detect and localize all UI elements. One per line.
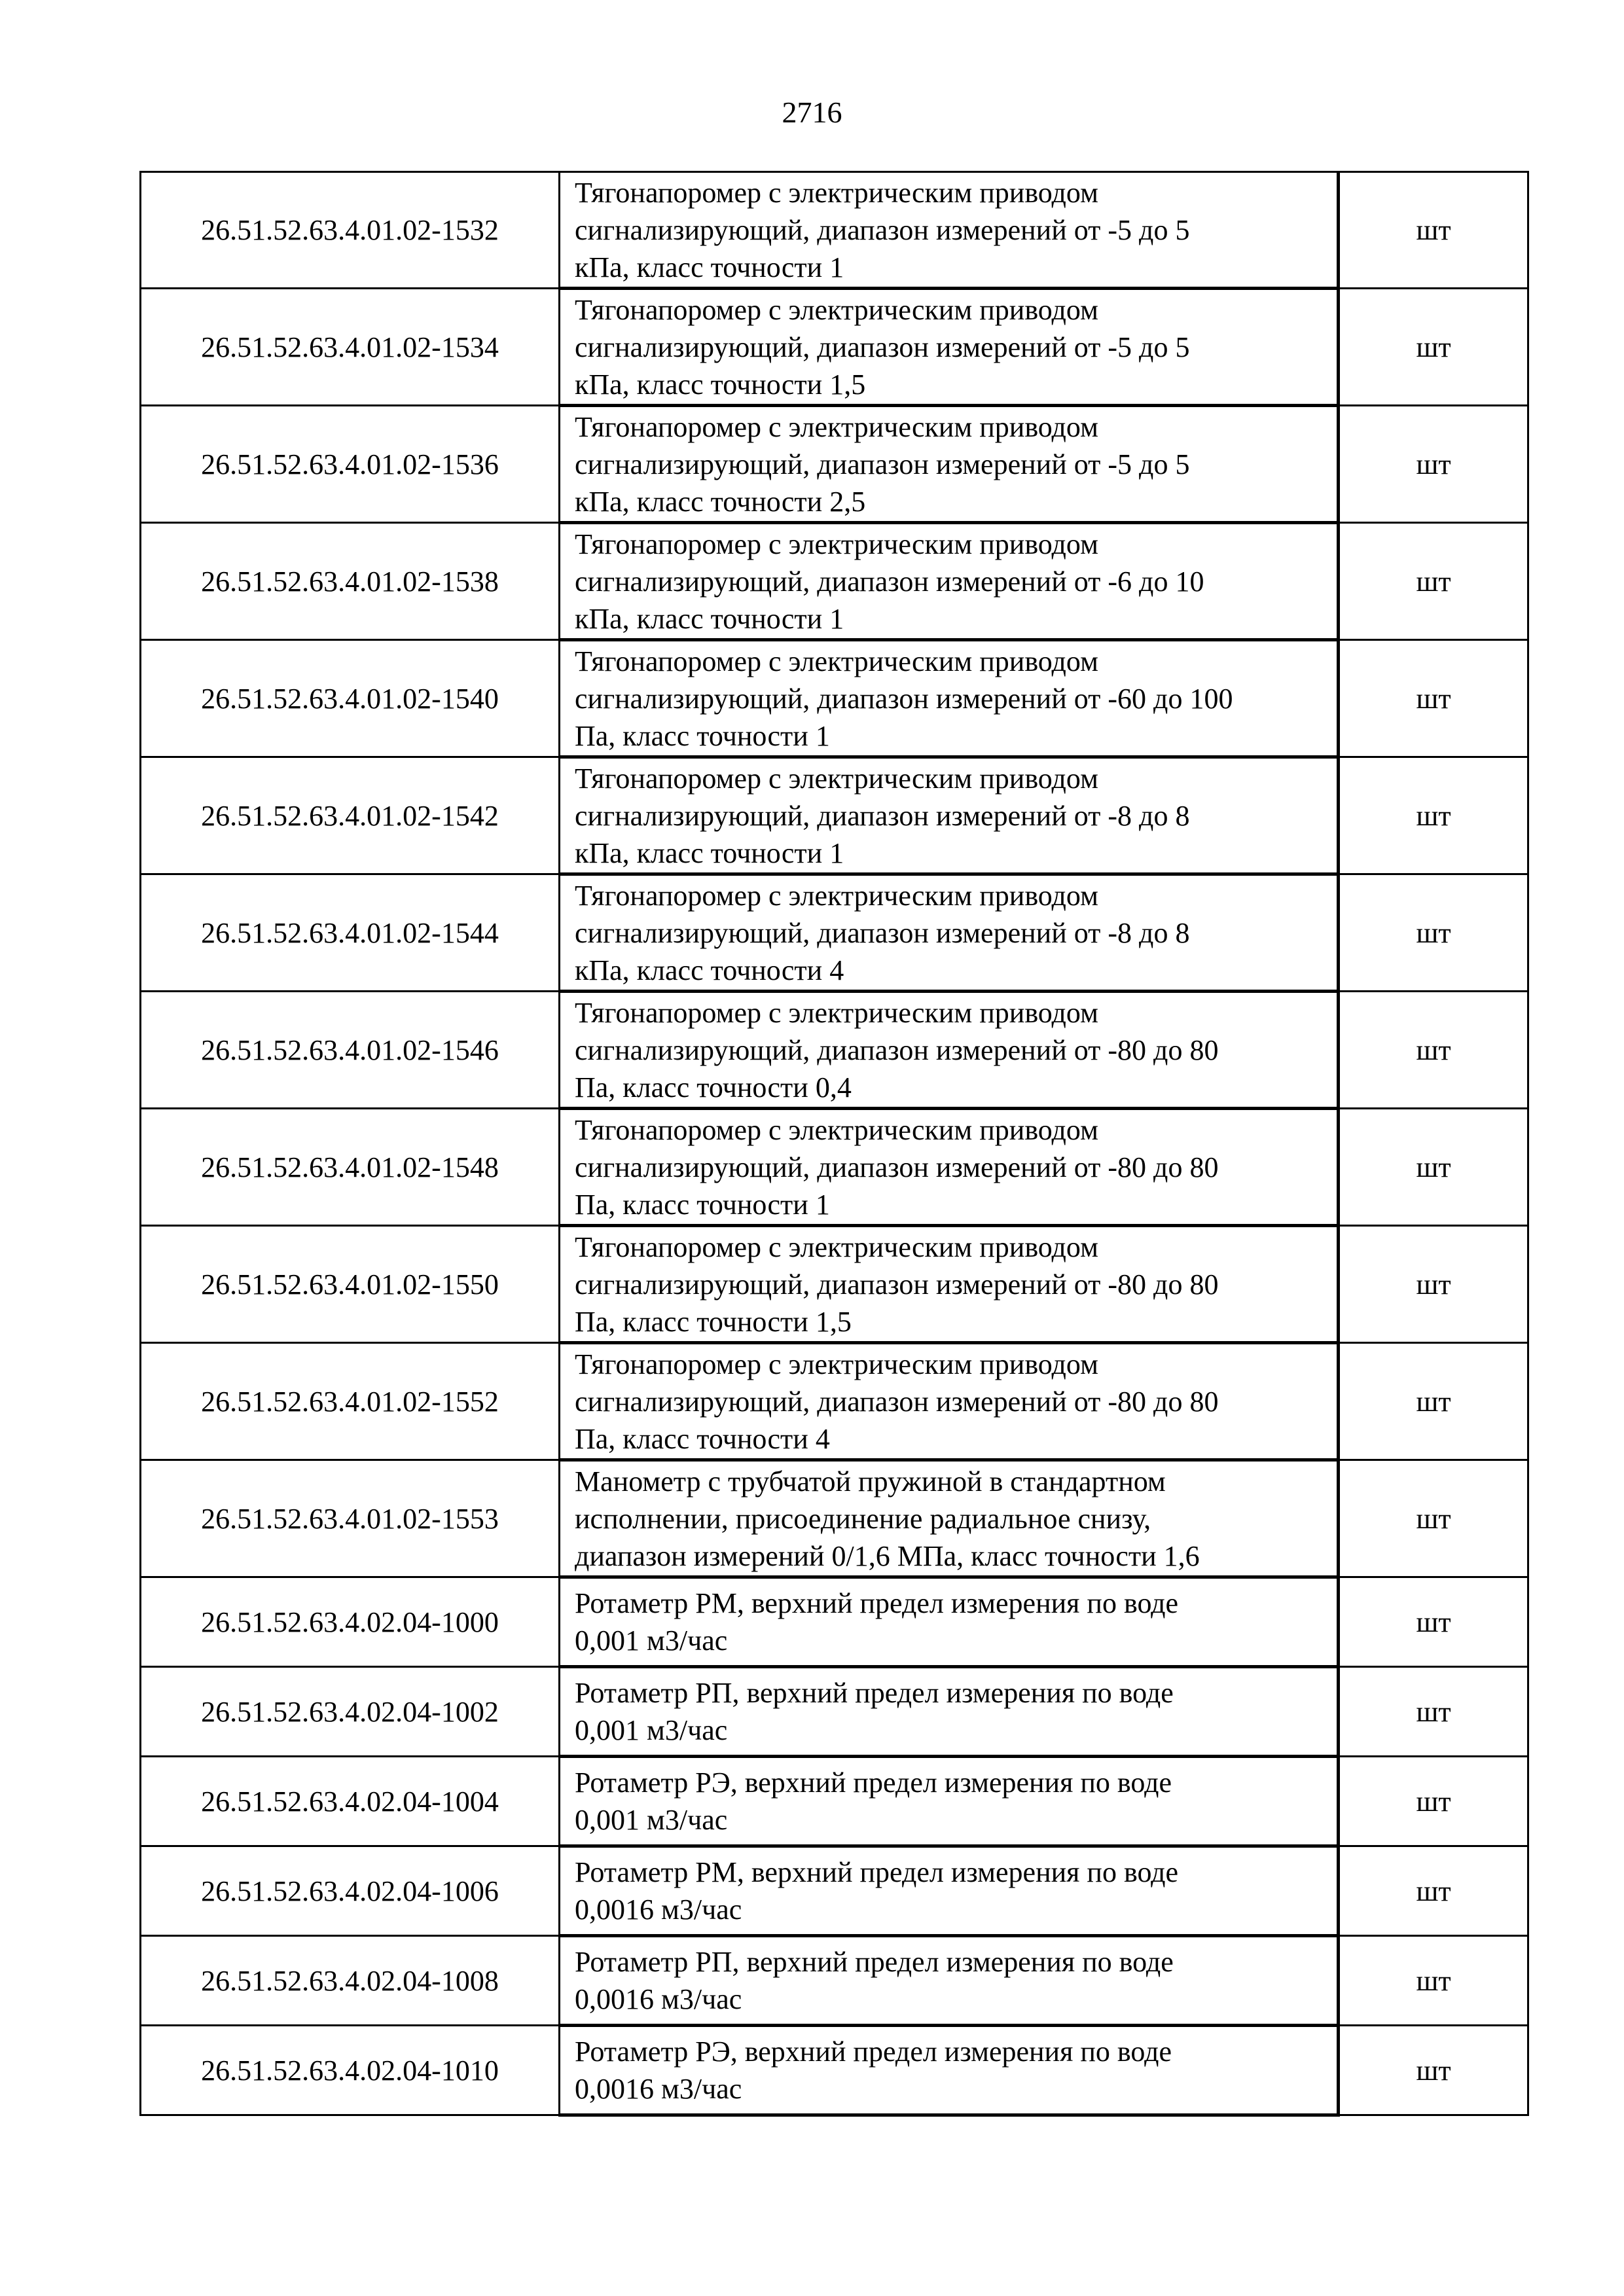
item-description — [560, 172, 1339, 289]
item-description — [560, 289, 1339, 406]
description-line: диапазон измерений 0/1,6 МПа, класс точности 1,6 — [575, 1539, 1200, 1572]
description-line: 0,001 м3/час — [575, 1624, 728, 1657]
table-row — [141, 406, 1528, 523]
item-code: 26.51.52.63.4.01.02-1548 — [141, 1109, 560, 1226]
table-row — [141, 2026, 1528, 2115]
description-line: кПа, класс точности 1,5 — [575, 368, 866, 401]
description-line: Па, класс точности 4 — [575, 1422, 830, 1455]
description-line: Тягонапоромер с электрическим приводом — [575, 410, 1098, 443]
description-line: сигнализирующий, диапазон измерений от -80 до 80 — [575, 1151, 1219, 1183]
item-description — [560, 1226, 1339, 1343]
description-line: Тягонапоромер с электрическим приводом — [575, 528, 1098, 560]
item-unit: шт — [1339, 874, 1528, 992]
description-line: сигнализирующий, диапазон измерений от -8 до 8 — [575, 916, 1190, 949]
table-row — [141, 992, 1528, 1109]
item-code: 26.51.52.63.4.01.02-1544 — [141, 874, 560, 992]
catalog-table — [139, 171, 1529, 2117]
description-line: Тягонапоромер с электрическим приводом — [575, 293, 1098, 326]
description-line: Тягонапоромер с электрическим приводом — [575, 176, 1098, 209]
item-code: 26.51.52.63.4.02.04-1004 — [141, 1757, 560, 1846]
item-unit: шт — [1339, 640, 1528, 757]
item-code: 26.51.52.63.4.02.04-1006 — [141, 1846, 560, 1936]
item-unit: шт — [1339, 1226, 1528, 1343]
description-line: кПа, класс точности 1 — [575, 602, 844, 635]
description-line: кПа, класс точности 4 — [575, 954, 844, 986]
description-line: сигнализирующий, диапазон измерений от -5 до 5 — [575, 331, 1190, 363]
table-row — [141, 757, 1528, 874]
description-line: Тягонапоромер с электрическим приводом — [575, 1230, 1098, 1263]
description-line: 0,001 м3/час — [575, 1804, 728, 1836]
description-line: сигнализирующий, диапазон измерений от -80 до 80 — [575, 1385, 1219, 1418]
table-row — [141, 1667, 1528, 1757]
description-line: Ротаметр РП, верхний предел измерения по воде — [575, 1677, 1174, 1709]
description-line: Па, класс точности 1,5 — [575, 1305, 852, 1338]
item-code: 26.51.52.63.4.01.02-1540 — [141, 640, 560, 757]
item-unit: шт — [1339, 1109, 1528, 1226]
item-code: 26.51.52.63.4.01.02-1542 — [141, 757, 560, 874]
item-description — [560, 523, 1339, 640]
item-unit: шт — [1339, 172, 1528, 289]
description-line: сигнализирующий, диапазон измерений от -5 до 5 — [575, 448, 1190, 480]
description-line: Па, класс точности 1 — [575, 719, 830, 752]
description-line: 0,0016 м3/час — [575, 1893, 742, 1926]
item-description — [560, 1109, 1339, 1226]
item-unit: шт — [1339, 992, 1528, 1109]
table-row — [141, 1846, 1528, 1936]
item-description — [560, 2026, 1339, 2115]
table-row — [141, 523, 1528, 640]
item-description — [560, 1757, 1339, 1846]
description-line: кПа, класс точности 1 — [575, 251, 844, 283]
item-unit: шт — [1339, 1667, 1528, 1757]
item-description — [560, 640, 1339, 757]
table-row — [141, 874, 1528, 992]
description-line: исполнении, присоединение радиальное снизу, — [575, 1502, 1151, 1535]
table-row — [141, 1109, 1528, 1226]
description-line: сигнализирующий, диапазон измерений от -8 до 8 — [575, 799, 1190, 832]
item-unit: шт — [1339, 1757, 1528, 1846]
item-description — [560, 1936, 1339, 2026]
item-code: 26.51.52.63.4.01.02-1552 — [141, 1343, 560, 1460]
item-code: 26.51.52.63.4.02.04-1002 — [141, 1667, 560, 1757]
table-row — [141, 1226, 1528, 1343]
table-row — [141, 1757, 1528, 1846]
item-description — [560, 1846, 1339, 1936]
description-line: Тягонапоромер с электрическим приводом — [575, 996, 1098, 1029]
item-description — [560, 1667, 1339, 1757]
description-line: 0,001 м3/час — [575, 1714, 728, 1746]
item-unit: шт — [1339, 1343, 1528, 1460]
item-code: 26.51.52.63.4.01.02-1534 — [141, 289, 560, 406]
table-row — [141, 1577, 1528, 1667]
description-line: Тягонапоромер с электрическим приводом — [575, 1113, 1098, 1146]
item-code: 26.51.52.63.4.01.02-1532 — [141, 172, 560, 289]
item-code: 26.51.52.63.4.01.02-1536 — [141, 406, 560, 523]
table-row — [141, 1460, 1528, 1577]
item-code: 26.51.52.63.4.02.04-1008 — [141, 1936, 560, 2026]
description-line: Ротаметр РМ, верхний предел измерения по воде — [575, 1587, 1179, 1619]
item-code: 26.51.52.63.4.01.02-1550 — [141, 1226, 560, 1343]
item-description — [560, 406, 1339, 523]
table-row — [141, 640, 1528, 757]
description-line: 0,0016 м3/час — [575, 2073, 742, 2105]
item-unit: шт — [1339, 523, 1528, 640]
item-description — [560, 1343, 1339, 1460]
item-unit: шт — [1339, 1460, 1528, 1577]
item-code: 26.51.52.63.4.01.02-1546 — [141, 992, 560, 1109]
table-row — [141, 289, 1528, 406]
item-description — [560, 757, 1339, 874]
item-unit: шт — [1339, 406, 1528, 523]
description-line: Па, класс точности 0,4 — [575, 1071, 852, 1103]
description-line: сигнализирующий, диапазон измерений от -6 до 10 — [575, 565, 1204, 598]
item-code: 26.51.52.63.4.02.04-1000 — [141, 1577, 560, 1667]
description-line: сигнализирующий, диапазон измерений от -60 до 100 — [575, 682, 1233, 715]
description-line: кПа, класс точности 1 — [575, 836, 844, 869]
item-code: 26.51.52.63.4.01.02-1538 — [141, 523, 560, 640]
item-description — [560, 992, 1339, 1109]
description-line: сигнализирующий, диапазон измерений от -80 до 80 — [575, 1268, 1219, 1300]
item-unit: шт — [1339, 1577, 1528, 1667]
item-unit: шт — [1339, 1936, 1528, 2026]
description-line: Тягонапоромер с электрическим приводом — [575, 879, 1098, 912]
table-row — [141, 1343, 1528, 1460]
description-line: сигнализирующий, диапазон измерений от -80 до 80 — [575, 1033, 1219, 1066]
table-row — [141, 172, 1528, 289]
description-line: Манометр с трубчатой пружиной в стандартном — [575, 1465, 1166, 1498]
description-line: 0,0016 м3/час — [575, 1983, 742, 2015]
item-code: 26.51.52.63.4.02.04-1010 — [141, 2026, 560, 2115]
description-line: сигнализирующий, диапазон измерений от -5 до 5 — [575, 213, 1190, 246]
catalog-table-body — [141, 172, 1528, 2115]
description-line: Ротаметр РП, верхний предел измерения по воде — [575, 1946, 1174, 1978]
item-unit: шт — [1339, 289, 1528, 406]
description-line: Ротаметр РМ, верхний предел измерения по воде — [575, 1856, 1179, 1888]
page-number: 2716 — [782, 96, 842, 129]
item-description — [560, 874, 1339, 992]
item-description — [560, 1460, 1339, 1577]
description-line: Тягонапоромер с электрическим приводом — [575, 762, 1098, 795]
description-line: Па, класс точности 1 — [575, 1188, 830, 1221]
item-unit: шт — [1339, 1846, 1528, 1936]
description-line: Ротаметр РЭ, верхний предел измерения по воде — [575, 2036, 1172, 2068]
description-line: Ротаметр РЭ, верхний предел измерения по воде — [575, 1767, 1172, 1799]
item-unit: шт — [1339, 2026, 1528, 2115]
item-description — [560, 1577, 1339, 1667]
table-row — [141, 1936, 1528, 2026]
item-code: 26.51.52.63.4.01.02-1553 — [141, 1460, 560, 1577]
item-unit: шт — [1339, 757, 1528, 874]
description-line: Тягонапоромер с электрическим приводом — [575, 645, 1098, 677]
description-line: кПа, класс точности 2,5 — [575, 485, 866, 518]
description-line: Тягонапоромер с электрическим приводом — [575, 1348, 1098, 1380]
